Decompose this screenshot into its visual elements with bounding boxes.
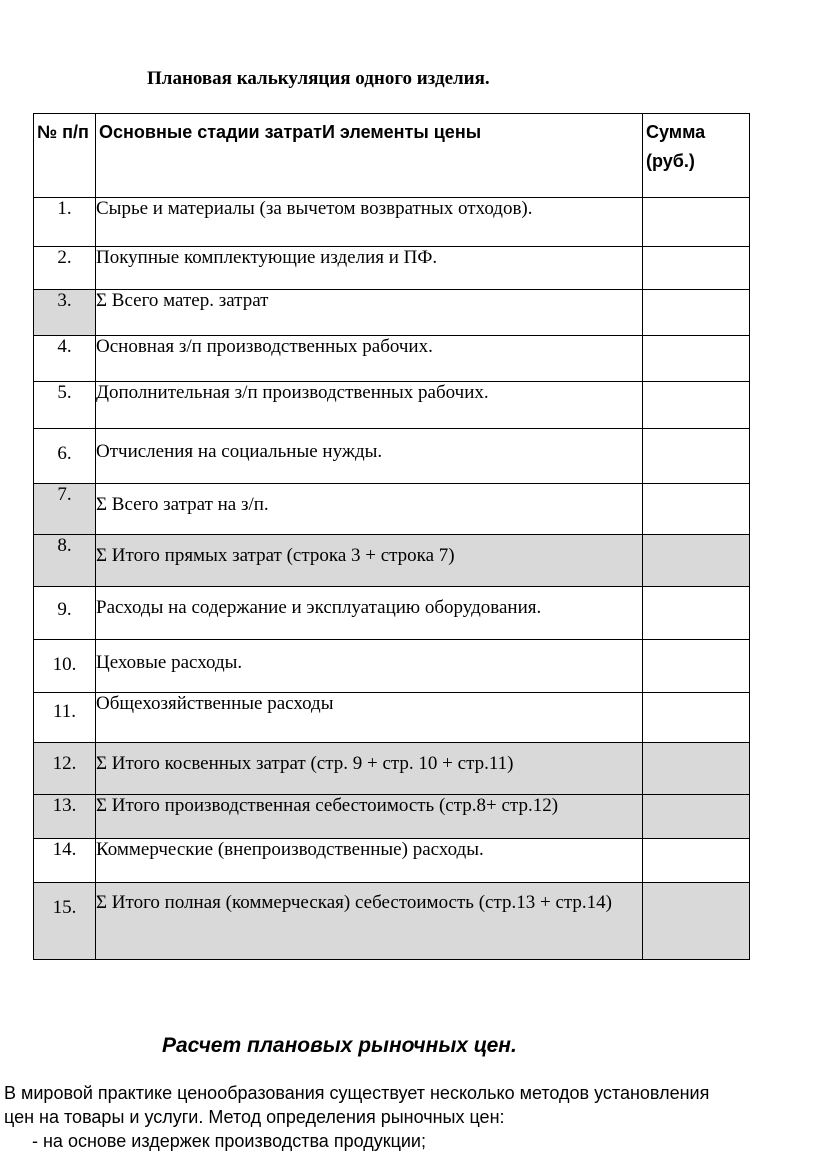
row-name: Дополнительная з/п производственных рабочих. [96,382,643,429]
table-row [34,336,750,382]
row-sum [643,535,750,587]
table-row [34,795,750,839]
row-sum [643,382,750,429]
row-num: 13. [34,795,96,839]
row-num: 1. [34,198,96,247]
row-num: 8. [34,535,96,587]
row-name: Коммерческие (внепроизводственные) расходы. [96,839,643,883]
row-num: 3. [34,290,96,336]
table-row [34,839,750,883]
row-name: Σ Итого прямых затрат (строка 3 + строка 7) [96,535,643,587]
row-num: 5. [34,382,96,429]
body-paragraph [4,1081,804,1153]
row-name: Основная з/п производственных рабочих. [96,336,643,382]
row-name: Σ Итого полная (коммерческая) себестоимость (стр.13 + стр.14) [96,883,643,960]
row-name: Общехозяйственные расходы [96,693,643,743]
row-name: Σ Итого косвенных затрат (стр. 9 + стр. 10 + стр.11) [96,743,643,795]
row-name: Покупные комплектующие изделия и ПФ. [96,247,643,290]
table-row [34,640,750,693]
row-sum [643,336,750,382]
table-row [34,587,750,640]
table-row [34,429,750,484]
table-row [34,198,750,247]
row-num: 14. [34,839,96,883]
table-row [34,883,750,960]
row-num: 2. [34,247,96,290]
paragraph-line: цен на товары и услуги. Метод определения рыночных цен: [4,1107,505,1127]
row-num: 9. [34,587,96,640]
row-name: Σ Всего затрат на з/п. [96,484,643,535]
row-num: 15. [34,883,96,960]
row-sum [643,587,750,640]
row-name: Цеховые расходы. [96,640,643,693]
row-sum [643,693,750,743]
table-row [34,535,750,587]
row-num: 10. [34,640,96,693]
table-row [34,247,750,290]
row-sum [643,839,750,883]
row-sum [643,484,750,535]
row-sum [643,247,750,290]
row-num: 4. [34,336,96,382]
header-name: Основные стадии затратИ элементы цены [96,114,643,198]
paragraph-list-item: - на основе издержек производства продукции; [32,1131,426,1151]
table-row [34,484,750,535]
header-sum: Сумма (руб.) [643,114,750,198]
table-row [34,743,750,795]
calculation-table [33,113,750,960]
row-sum [643,795,750,839]
row-sum [643,429,750,484]
section-title: Расчет плановых рыночных цен. [162,1034,517,1057]
row-sum [643,290,750,336]
row-name: Σ Итого производственная себестоимость (стр.8+ стр.12) [96,795,643,839]
row-num: 7. [34,484,96,535]
row-sum [643,883,750,960]
table-row [34,382,750,429]
table-row [34,290,750,336]
row-name: Отчисления на социальные нужды. [96,429,643,484]
page-title: Плановая калькуляция одного изделия. [147,68,490,89]
row-sum [643,198,750,247]
row-sum [643,743,750,795]
paragraph-line: В мировой практике ценообразования существует несколько методов установления [4,1083,710,1103]
table-header-row [34,114,750,198]
row-num: 6. [34,429,96,484]
row-num: 12. [34,743,96,795]
row-name: Сырье и материалы (за вычетом возвратных отходов). [96,198,643,247]
table-row [34,693,750,743]
row-num: 11. [34,693,96,743]
header-num: № п/п [34,114,96,198]
row-name: Расходы на содержание и эксплуатацию оборудования. [96,587,643,640]
row-name: Σ Всего матер. затрат [96,290,643,336]
row-sum [643,640,750,693]
